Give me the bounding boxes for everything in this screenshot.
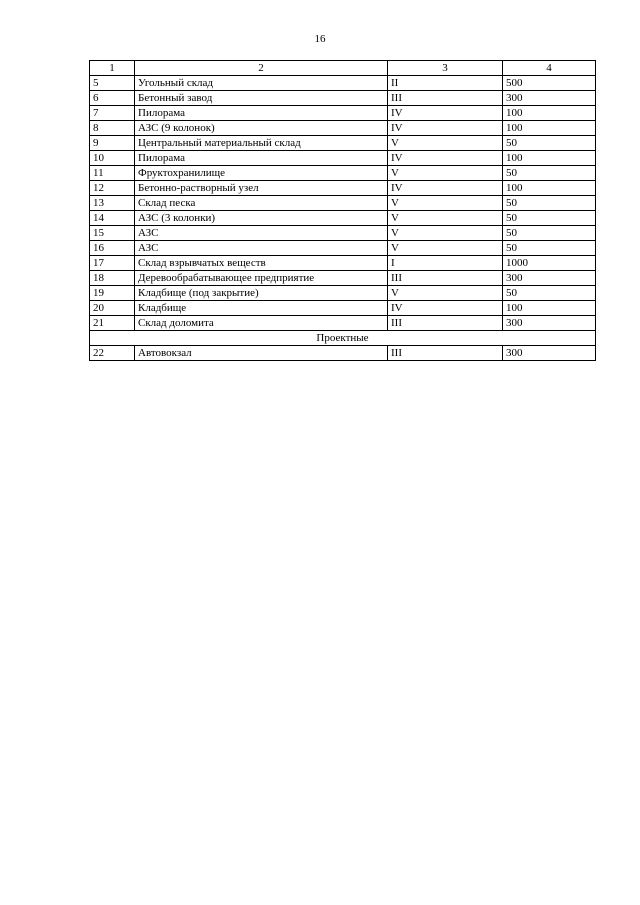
object-name-cell: Склад песка <box>135 196 388 211</box>
table-row <box>90 181 596 196</box>
section-header-row <box>90 331 596 346</box>
object-name-cell: АЗС (3 колонки) <box>135 211 388 226</box>
hazard-class-cell: IV <box>388 121 503 136</box>
object-name-cell: Кладбище (под закрытие) <box>135 286 388 301</box>
table-row <box>90 151 596 166</box>
zone-size-cell: 50 <box>503 196 596 211</box>
row-number-cell: 22 <box>90 346 135 361</box>
zone-size-cell: 100 <box>503 106 596 121</box>
table-row <box>90 346 596 361</box>
table-row <box>90 301 596 316</box>
zone-size-cell: 50 <box>503 241 596 256</box>
table-row <box>90 271 596 286</box>
hazard-class-cell: IV <box>388 151 503 166</box>
table-row <box>90 121 596 136</box>
header-cell-3: 3 <box>388 61 503 76</box>
zone-size-cell: 300 <box>503 271 596 286</box>
row-number-cell: 17 <box>90 256 135 271</box>
table-row <box>90 211 596 226</box>
object-name-cell: Центральный материальный склад <box>135 136 388 151</box>
object-name-cell: Склад доломита <box>135 316 388 331</box>
row-number-cell: 8 <box>90 121 135 136</box>
sanitary-zone-table <box>89 60 596 361</box>
row-number-cell: 19 <box>90 286 135 301</box>
object-name-cell: Фруктохранилище <box>135 166 388 181</box>
table-row <box>90 136 596 151</box>
object-name-cell: Бетонный завод <box>135 91 388 106</box>
zone-size-cell: 50 <box>503 166 596 181</box>
row-number-cell: 10 <box>90 151 135 166</box>
hazard-class-cell: I <box>388 256 503 271</box>
zone-size-cell: 50 <box>503 211 596 226</box>
row-number-cell: 18 <box>90 271 135 286</box>
hazard-class-cell: IV <box>388 181 503 196</box>
zone-size-cell: 50 <box>503 286 596 301</box>
row-number-cell: 20 <box>90 301 135 316</box>
hazard-class-cell: III <box>388 316 503 331</box>
zone-size-cell: 300 <box>503 316 596 331</box>
hazard-class-cell: IV <box>388 106 503 121</box>
table-header-row <box>90 61 596 76</box>
table-row <box>90 76 596 91</box>
header-cell-1: 1 <box>90 61 135 76</box>
section-label: Проектные <box>90 331 596 346</box>
hazard-class-cell: II <box>388 76 503 91</box>
row-number-cell: 16 <box>90 241 135 256</box>
hazard-class-cell: V <box>388 286 503 301</box>
table-row <box>90 226 596 241</box>
object-name-cell: Склад взрывчатых веществ <box>135 256 388 271</box>
table-row <box>90 106 596 121</box>
table-row <box>90 286 596 301</box>
hazard-class-cell: V <box>388 226 503 241</box>
zone-size-cell: 1000 <box>503 256 596 271</box>
zone-size-cell: 50 <box>503 136 596 151</box>
table-row <box>90 91 596 106</box>
row-number-cell: 7 <box>90 106 135 121</box>
header-cell-4: 4 <box>503 61 596 76</box>
zone-size-cell: 50 <box>503 226 596 241</box>
object-name-cell: Кладбище <box>135 301 388 316</box>
table-row <box>90 256 596 271</box>
table-row <box>90 196 596 211</box>
zone-size-cell: 100 <box>503 301 596 316</box>
table-row <box>90 166 596 181</box>
object-name-cell: Бетонно-растворный узел <box>135 181 388 196</box>
row-number-cell: 6 <box>90 91 135 106</box>
row-number-cell: 21 <box>90 316 135 331</box>
zone-size-cell: 300 <box>503 346 596 361</box>
zone-size-cell: 100 <box>503 121 596 136</box>
object-name-cell: Пилорама <box>135 151 388 166</box>
object-name-cell: Автовокзал <box>135 346 388 361</box>
object-name-cell: АЗС <box>135 226 388 241</box>
row-number-cell: 11 <box>90 166 135 181</box>
hazard-class-cell: III <box>388 91 503 106</box>
object-name-cell: Пилорама <box>135 106 388 121</box>
hazard-class-cell: V <box>388 241 503 256</box>
hazard-class-cell: III <box>388 346 503 361</box>
table-body <box>90 61 596 361</box>
zone-size-cell: 300 <box>503 91 596 106</box>
header-cell-2: 2 <box>135 61 388 76</box>
row-number-cell: 5 <box>90 76 135 91</box>
table-row <box>90 241 596 256</box>
hazard-class-cell: IV <box>388 301 503 316</box>
row-number-cell: 9 <box>90 136 135 151</box>
row-number-cell: 15 <box>90 226 135 241</box>
table-row <box>90 316 596 331</box>
hazard-class-cell: V <box>388 196 503 211</box>
hazard-class-cell: V <box>388 166 503 181</box>
row-number-cell: 12 <box>90 181 135 196</box>
row-number-cell: 13 <box>90 196 135 211</box>
hazard-class-cell: V <box>388 136 503 151</box>
object-name-cell: Угольный склад <box>135 76 388 91</box>
object-name-cell: Деревообрабатывающее предприятие <box>135 271 388 286</box>
object-name-cell: АЗС (9 колонок) <box>135 121 388 136</box>
zone-size-cell: 100 <box>503 151 596 166</box>
page-number: 16 <box>314 33 326 45</box>
object-name-cell: АЗС <box>135 241 388 256</box>
zone-size-cell: 100 <box>503 181 596 196</box>
zone-size-cell: 500 <box>503 76 596 91</box>
hazard-class-cell: V <box>388 211 503 226</box>
hazard-class-cell: III <box>388 271 503 286</box>
row-number-cell: 14 <box>90 211 135 226</box>
